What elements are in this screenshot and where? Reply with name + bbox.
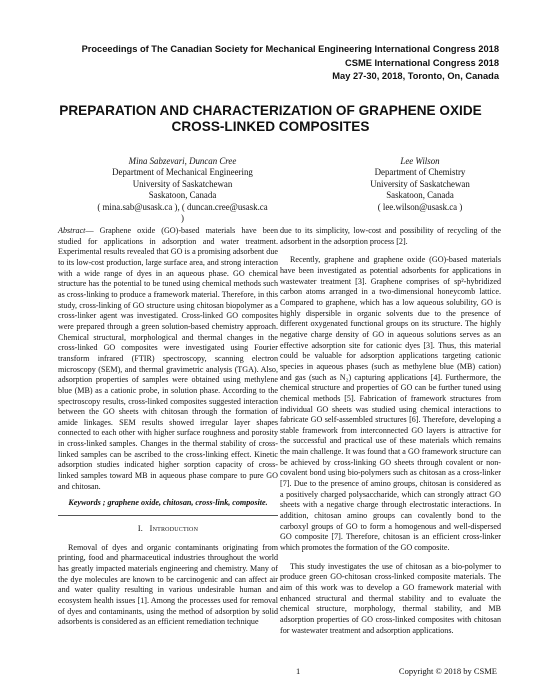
copyright-notice: Copyright © 2018 by CSME [398, 666, 497, 676]
author-department: Department of Mechanical Engineering [112, 167, 253, 178]
page-number: 1 [296, 666, 301, 676]
author-university: University of Saskatchewan [132, 178, 233, 189]
intro-paragraph-1: Removal of dyes and organic contaminants originating from printing, food and pharmaceutical industries throughout the world has greatly impacted materials engineering and chemistry. Many of the dye molecules are known to be carcinogenic and can affect air and water quality resulting in various undesirable human and ecosystem health issues [1]. Among the processes used for removal of dyes and contaminants, using the method of adsorption by solid adsorbents is considered as an efficient remediation technique [58, 542, 278, 627]
author-email: ( mina.sab@usask.ca ), ( duncan.cree@usask.ca ) [97, 201, 268, 224]
intro-paragraph-2: Recently, graphene and graphene oxide (GO)-based materials have been investigated as potential adsorbents for applications in wastewater treatment [3]. Graphene comprises of sp²-hybridized carbon atoms arranged in a two-dimensional honeycomb lattice. Compared to graphene, which has a low aqueous solubility, GO is highly dispersible in organic solvents due to the presence of different oxygenated functional groups on its structure. The highly negative charge density of GO in aqueous solutions serves as an effective adsorption site for cationic dyes [3]. Thus, this material could be valuable for adsorption applications targeting cationic species in aqueous phases (such as methylene blue (MB) cation) and gas (such as N₂) capturing applications [4]. Furthermore, the chemical structure and properties of GO can be further tuned using chemical methods [5]. Fabrication of framework structures from individual GO sheets was studied using chemical interactions to fabricate GO self-assembled structures [6]. Therefore, developing a stable framework from interconnected GO layers is attractive for the successful and practical use of these materials which remains the main challenge. It was found that a GO framework structure can be achieved by cross-linking GO sheets through covalent or non-covalent bond using bio-polymers such as chitosan as a cross-linker [7]. Due to the presence of amino groups, chitosan is considered as a positively charged polysaccharide, which can strongly attract GO sheets with a negative charge through electrostatic interactions. In addition, chitosan amino groups can covalently bond to the carboxyl groups of GO to form a homogenous and well-dispersed GO composite [7]. Therefore, chitosan is an efficient cross-linker which promotes the formation of the GO composite. [280, 255, 501, 553]
section-heading [58, 524, 278, 535]
keywords: Keywords ; graphene oxide, chitosan, cross-link, composite. [68, 498, 268, 508]
right-column [280, 226, 501, 636]
author-names: Mina Sabzevari, Duncan Cree [128, 156, 237, 166]
author-city: Saskatoon, Canada [386, 190, 454, 201]
author-block-left [95, 156, 270, 224]
author-names: Lee Wilson [400, 156, 440, 166]
intro-paragraph-3: This study investigates the use of chitosan as a bio-polymer to produce green GO-chitosan cross-linked composite materials. The aim of this work was to develop a GO framework material with enhanced structural and thermal stability and to evaluate the chemical structure, morphology, thermal stability, and MB adsorption properties of GO cross-linked composites with chitosan for wastewater treatment and adsorption applications. [280, 561, 501, 635]
abstract-label: Abstract [58, 226, 86, 235]
left-column [58, 226, 278, 628]
abstract [58, 226, 278, 492]
author-email: ( lee.wilson@usask.ca ) [377, 201, 463, 212]
author-university: University of Saskatchewan [370, 178, 470, 189]
section-number: I. [137, 524, 143, 534]
author-department: Department of Chemistry [374, 167, 466, 178]
congress-header: CSME International Congress 2018 [345, 58, 499, 68]
section-title: Introduction [149, 524, 199, 534]
intro-paragraph-continued: due to its simplicity, low-cost and possibility of recycling of the adsorbent in the adsorption process [2]. [280, 226, 501, 246]
keywords-divider [58, 515, 278, 516]
author-block-right [335, 156, 505, 213]
author-city: Saskatoon, Canada [148, 190, 217, 201]
proceedings-header: Proceedings of The Canadian Society for Mechanical Engineering International Congress 2018 [81, 44, 499, 54]
abstract-text: — Graphene oxide (GO)-based materials have been studied for applications in adsorption and water treatment. Experimental results revealed that GO is a promising adsorbent due to its low-cost production, large surface area, and strong interaction with a wide range of dyes in an aqueous phase. GO chemical structure has the potential to be tuned using chemical methods such as cross-linking to produce a framework material. Therefore, in this study, cross-linking of GO structure using chitosan biopolymer as a cross-linker agent was investigated. Cross-linked GO composites were prepared through a green solution-based chemistry approach. Chemical structural, morphological and thermal changes in the cross-linked GO composites were investigated using Fourier transform infrared (FTIR) spectroscopy, scanning electron microscopy (SEM), and thermal gravimetric analysis (TGA). Also, adsorption properties of samples were obtained using methylene blue (MB) as a cationic probe, in solution phase. According to the spectroscopy results, cross-linked composites suggested interaction between the GO sheets with chitosan through the formation of amide linkages. SEM results showed irregular layer shapes connected to each other with higher surface roughness and porosity in cross-linked samples. Changes in the thermal stability of cross-linked samples can be ascribed to the cross-linking effect. Kinetic adsorption studies indicated higher sorption capacity of cross-linked samples toward MB in aqueous phase compare to pure GO and chitosan. [58, 226, 278, 491]
paper-title: PREPARATION AND CHARACTERIZATION OF GRAPHENE OXIDE CROSS-LINKED COMPOSITES [59, 103, 482, 134]
date-location-header: May 27-30, 2018, Toronto, On, Canada [332, 71, 499, 81]
